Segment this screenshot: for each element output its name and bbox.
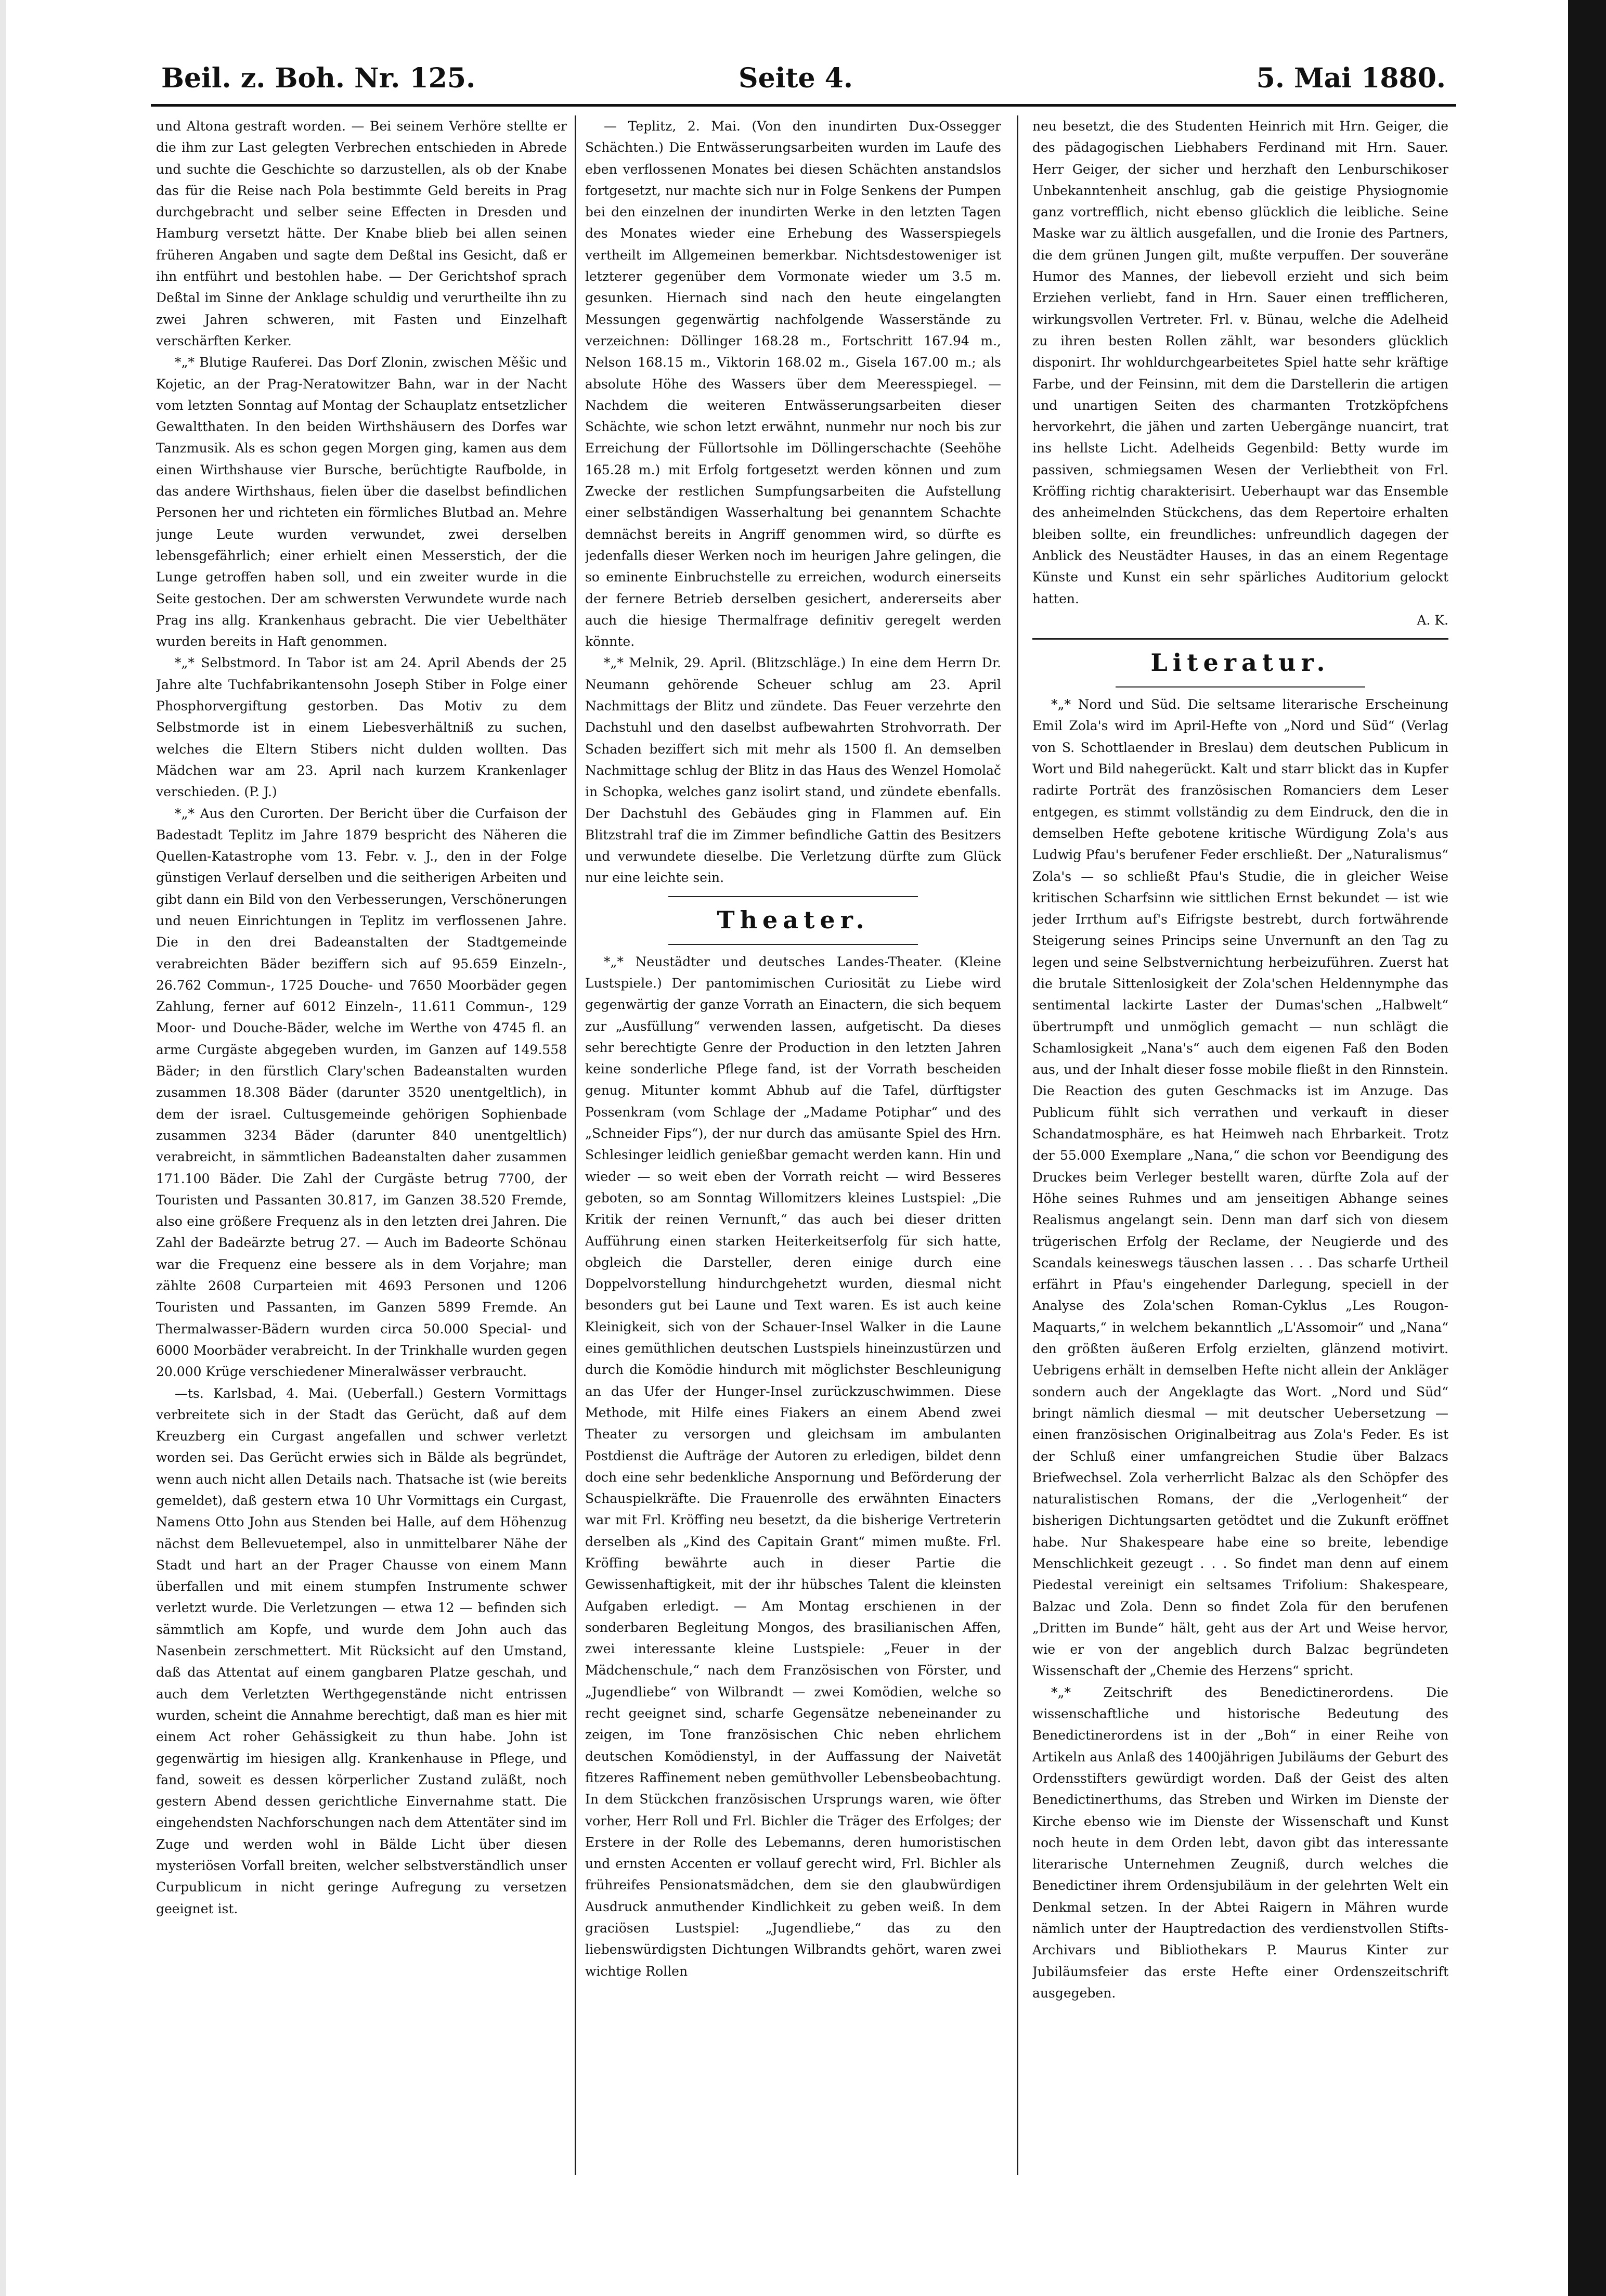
article-teplitz: — Teplitz, 2. Mai. (Von den inundirten Dux-Ossegger Schächten.) Die Entwässerungsarbeiten wurden im Laufe des eben verflossenen Monates bei diesen Schächten anstandslos fortgesetzt, nur machte sich nur in Folge Senkens der Pumpen bei den einzelnen der inundirten Werke in den letzten Tagen des Monates wieder eine Erhebung des Wasserspiegels vertheilt im Allgemeinen bemerkbar. Nichtsdestoweniger ist letzterer gegenüber dem Vormonate wieder um 3.5 m. gesunken. Hiernach sind nach den heute eingelangten Messungen gegenwärtig nachfolgende Wasserstände zu verzeichnen: Döllinger 168.28 m., Fortschritt 167.94 m., Nelson 168.15 m., Viktorin 168.02 m., Gisela 167.00 m.; als absolute Höhe des Wassers über dem Meeresspiegel. — Nachdem die weiteren Entwässerungsarbeiten dieser Schächte, wie schon letzt erwähnt, nunmehr nur noch bis zur Erreichung der Füllortsohle im Döllingerschachte (Seehöhe 165.28 m.) mit Erfolg fortgesetzt werden können und zum Zwecke der restlichen Sumpfungsarbeiten die Aufstellung einer selbständigen Wasserhaltung bei genanntem Schachte demnächst bereits in Angriff genommen wird, so dürfte es jedenfalls dieser Werken noch im heurigen Jahre gelingen, die so eminente Einbruchstelle zu erreichen, wodurch einerseits der fernere Betrieb derselben gesichert, andererseits aber auch die hiesige Thermalfrage definitiv geregelt werden könnte. <box>585 119 1001 650</box>
article-nord-und-sued: *„* Nord und Süd. Die seltsame literarische Erscheinung Emil Zola's wird im April-Hefte von „Nord und Süd“ (Verlag von S. Schottlaender in Breslau) dem deutschen Publicum in Wort und Bild nahegerückt. Kalt und starr blickt das in Kupfer radirte Porträt des französischen Romanciers dem Leser entgegen, es stimmt vollständig zu dem Eindruck, den die in demselben Hefte gebotene kritische Würdigung Zola's aus Ludwig Pfau's berufener Feder erschließt. Der „Naturalismus“ Zola's — so schließt Pfau's Studie, die in gleicher Weise kritischen Scharfsinn wie sittlichen Ernst bekundet — ist wie jeder Irrthum auf's Eifrigste bestrebt, durch fortwährende Steigerung seines Princips seine Unvernunft an den Tag zu legen und seine Selbstvernichtung herbeizuführen. Zuerst hat die brutale Sittenlosigkeit der Zola'schen Heldennymphe das sentimental lackirte Laster der Dumas'schen „Halbwelt“ übertrumpft und unmöglich gemacht — nun schlägt die Schamlosigkeit „Nana's“ auch dem eigenen Faß den Boden aus, und der Inhalt dieser fosse mobile fließt in den Rinnstein. Die Reaction des guten Geschmacks ist im Anzuge. Das Publicum fühlt sich verrathen und verkauft in dieser Schandatmosphäre, es hat Heimweh nach Ehrbarkeit. Trotz der 55.000 Exemplare „Nana,“ die schon vor Beendigung des Druckes beim Verleger bestellt waren, dürfte Zola auf der Höhe seines Ruhmes und am jenseitigen Abhange seines Realismus angelangt sein. Denn man darf sich von diesem trügerischen Erfolg der Reclame, der Neugierde und des Scandals keineswegs täuschen lassen . . . Das scharfe Urtheil erfährt in Pfau's eingehender Darlegung, speciell in der Analyse des Zola'schen Roman-Cyklus „Les Rougon-Maquarts,“ in welchem bekanntlich „L'Assomoir“ und „Nana“ den größten äußeren Erfolg erzielten, glänzend motivirt. Uebrigens erhält in demselben Hefte nicht allein der Ankläger sondern auch der Angeklagte das Wort. „Nord und Süd“ bringt nämlich diesmal — mit deutscher Uebersetzung — einen französischen Originalbeitrag aus Zola's Feder. Es ist der Schluß einer umfangreichen Studie über Balzacs Briefwechsel. Zola verherrlicht Balzac als den Schöpfer des naturalistischen Romans, der die „Verlogenheit“ der bisherigen Dichtungsarten getödtet und die Zukunft eröffnet habe. Nur Shakespeare habe eine so breite, lebendige Menschlichkeit gezeugt . . . So findet man denn auf einem Piedestal vereinigt ein seltsames Trifolium: Shakespeare, Balzac und Zola. Denn so findet Zola für den berufenen „Dritten im Bunde“ hält, geht aus der Art und Weise hervor, wie er von der angeblich durch Balzac begründeten Wissenschaft der „Chemie des Herzens“ spricht. <box>1032 697 1448 1679</box>
header-issue: Beil. z. Boh. Nr. 125. <box>161 62 476 94</box>
scan-left-margin <box>0 0 6 2296</box>
article-melnik: *„* Melnik, 29. April. (Blitzschläge.) In eine dem Herrn Dr. Neumann gehörende Scheuer schlug am 23. April Nachmittags der Blitz und zündete. Das Feuer verzehrte den Dachstuhl und den daselbst aufbewahrten Strohvorrath. Der Schaden beziffert sich mit mehr als 1500 fl. An demselben Nachmittage schlug der Blitz in das Haus des Wenzel Homolač in Schopka, welches ganz isolirt stand, und zündete ebenfalls. Der Dachstuhl des Gebäudes ging in Flammen auf. Ein Blitzstrahl traf die im Zimmer befindliche Gattin des Besitzers und verwundete dieselbe. Die Verletzung dürfte zum Glück nur eine leichte sein. <box>585 655 1001 886</box>
header-rule <box>151 104 1456 107</box>
section-rule <box>1032 638 1448 640</box>
column-middle <box>585 115 1001 2180</box>
column-divider <box>575 115 576 2175</box>
article-benedictinerorden: *„* Zeitschrift des Benedictinerordens. Die wissenschaftliche und historische Bedeutung des Benedictinerordens ist in der „Boh“ in einer Reihe von Artikeln aus Anlaß des 1400jährigen Jubiläums der Geburt des Ordensstifters gewürdigt worden. Daß der Geist des alten Benedictinerthums, das Streben und Wirken im Dienste der Kirche ebenso wie im Dienste der Wissenschaft und Kunst noch heute in dem Orden lebt, davon gibt das interessante literarische Unternehmen Zeugniß, durch welches die Benedictiner ihrem Ordensjubiläum in der gelehrten Welt ein Denkmal setzen. In der Abtei Raigern in Mähren wurde nämlich unter der Hauptredaction des verdienstvollen Stifts-Archivars und Bibliothekars P. Maurus Kinter zur Jubiläumsfeier das erste Hefte einer Ordenszeitschrift ausgegeben. <box>1032 1684 1448 2001</box>
article-curorten: *„* Aus den Curorten. Der Bericht über die Curfaison der Badestadt Teplitz im Jahre 1879 bespricht des Näheren die Quellen-Katastrophe vom 13. Febr. v. J., den in der Folge günstigen Verlauf derselben und die seitherigen Arbeiten und gibt dann ein Bild von den Verbesserungen, Verschönerungen und neuen Einrichtungen in Teplitz im verflossenen Jahre. Die in den drei Badeanstalten der Stadtgemeinde verabreichten Bäder beziffern sich auf 95.659 Einzeln-, 26.762 Commun-, 1725 Douche- und 7650 Moorbäder gegen Zahlung, ferner auf 6012 Einzeln-, 11.611 Commun-, 129 Moor- und Douche-Bäder, welche im Werthe von 4745 fl. an arme Curgäste abgegeben wurden, im Ganzen auf 149.558 Bäder; in den fürstlich Clary'schen Badeanstalten wurden zusammen 18.308 Bäder (darunter 3520 unentgeltlich), in dem der israel. Cultusgemeinde gehörigen Sophienbade zusammen 3234 Bäder (darunter 840 unentgeltlich) verabreicht, in sämmtlichen Badeanstalten daher zusammen 171.100 Bäder. Die Zahl der Curgäste betrug 7700, der Touristen und Passanten 30.817, im Ganzen 38.520 Fremde, also eine größere Frequenz als in den letzten drei Jahren. Die Zahl der Badeärzte betrug 27. — Auch im Badeorte Schönau war die Frequenz eine bessere als in dem Vorjahre; man zählte 2608 Curparteien mit 4693 Personen und 1206 Touristen und Passanten, im Ganzen 5899 Fremde. An Thermalwasser-Bädern wurden circa 50.000 Special- und 6000 Moorbäder verabreicht. In der Trinkhalle wurden gegen 20.000 Krüge verschiedener Mineralwässer verbraucht. <box>156 806 567 1380</box>
page-header <box>140 57 1451 104</box>
section-title-theater: Theater. <box>717 905 870 934</box>
section-rule <box>668 944 918 945</box>
header-date: 5. Mai 1880. <box>1256 62 1446 94</box>
article-selbstmord: *„* Selbstmord. In Tabor ist am 24. April Abends der 25 Jahre alte Tuchfabrikantensohn Joseph Stiber in Folge einer Phosphorvergiftung gestorben. Das Motiv zu dem Selbstmorde ist in einem Liebesverhältniß zu suchen, welches die Eltern Stibers nicht dulden wollten. Das Mädchen war am 23. April nach kurzem Krankenlager verschieden. (P. J.) <box>156 655 567 800</box>
article-landes-theater: *„* Neustädter und deutsches Landes-Theater. (Kleine Lustspiele.) Der pantomimischen Curiosität zu Liebe wird gegenwärtig der ganze Vorrath an Einactern, die sich bequem zur „Ausfüllung“ verwenden lassen, aufgetischt. Da dieses sehr berechtigte Genre der Production in den letzten Jahren keine sonderliche Pflege fand, ist der Vorrath bescheiden genug. Mitunter kommt Abhub auf die Tafel, dürftigster Possenkram (vom Schlage der „Madame Potiphar“ und des „Schneider Fips“), der nur durch das amüsante Spiel des Hrn. Schlesinger leidlich genießbar gemacht werden kann. Hin und wieder — so weit eben der Vorrath reicht — wird Besseres geboten, so am Sonntag Willomitzers kleines Lustspiel: „Die Kritik der reinen Vernunft,“ das auch bei dieser dritten Aufführung einen starken Heiterkeitserfolg für sich hatte, obgleich die Darsteller, deren einige durch eine Doppelvorstellung hindurchgehetzt wurden, diesmal nicht besonders gut bei Laune und Text waren. Es ist auch keine Kleinigkeit, sich von der Schauer-Insel Walker in die Laune eines gemüthlichen deutschen Lustspiels hineinzustürzen und durch die Komödie hindurch mit möglichster Beschleunigung an das Ufer der Hunger-Insel zurückzuschwimmen. Diese Methode, mit Hilfe eines Fiakers an einem Abend zwei Theater zu versorgen und gleichsam im ambulanten Postdienst die Aufträge der Autoren zu erledigen, bildet denn doch eine sehr bedenkliche Anspornung und Beförderung der Schauspielkräfte. Die Frauenrolle des erwähnten Einacters war mit Frl. Kröffing neu besetzt, da die bisherige Vertreterin derselben als „Kind des Capitain Grant“ mimen mußte. Frl. Kröffing bewährte auch in dieser Partie die Gewissenhaftigkeit, mit der ihr hübsches Talent die kleinsten Aufgaben erledigt. — Am Montag erschienen in der sonderbaren Begleitung Mongos, des brasilianischen Affen, zwei interessante kleine Lustspiele: „Feuer in der Mädchenschule,“ nach dem Französischen von Förster, und „Jugendliebe“ von Wilbrandt — zwei Komödien, welche so recht geeignet sind, scharfe Gegensätze nebeneinander zu zeigen, im Tone französischen Chic neben ehrlichem deutschen Komödienstyl, in der Auffassung der Naivetät fitzeres Raffinement neben gemüthvoller Lebensbeobachtung. In dem Stückchen französischen Ursprungs waren, wie öfter vorher, Herr Roll und Frl. Bichler die Träger des Erfolges; der Erstere in der Rolle des Lebemanns, deren humoristischen und ernsten Accenten er vollauf gerecht wird, Frl. Bichler als frühreifes Pensionatsmädchen, dem sie den glaubwürdigen Ausdruck anmuthender Kindlichkeit zu geben weiß. In dem graciösen Lustspiel: „Jugendliebe,“ das zu den liebenswürdigsten Dichtungen Wilbrandts gehört, waren zwei wichtige Rollen <box>585 954 1001 1979</box>
column-left <box>156 115 567 2180</box>
section-rule <box>1116 686 1365 687</box>
section-title-literatur: Literatur. <box>1150 648 1330 677</box>
author-signature: A. K. <box>1417 612 1448 628</box>
scan-dark-edge <box>1568 0 1606 2296</box>
header-page-number: Seite 4. <box>739 62 853 94</box>
article-theater-continued: neu besetzt, die des Studenten Heinrich mit Hrn. Geiger, die des pädagogischen Liebhabers Ferdinand mit Hrn. Sauer. Herr Geiger, der sicher und herzhaft den Lenburschikoser Unbekanntenheit anschlug, gab die geistige Physiognomie ganz vortrefflich, nicht ebenso glücklich die leibliche. Seine Maske war zu ältlich ausgefallen, und die Ironie des Partners, die dem grünen Jungen gilt, mußte verpuffen. Der souveräne Humor des Mannes, der liebevoll erzieht und sich beim Erziehen verliebt, fand in Hrn. Sauer einen trefflicheren, wirkungsvollen Vertreter. Frl. v. Bünau, welche die Adelheid zu ihren besten Rollen zählt, war besonders glücklich disponirt. Ihr wohldurchgearbeitetes Spiel hatte sehr kräftige Farbe, und der Feinsinn, mit dem die Darstellerin die artigen und unartigen Seiten des charmanten Trotzköpfchens hervorkehrt, die jähen und zarten Uebergänge nuancirt, trat ins hellste Licht. Adelheids Gegenbild: Betty wurde im passiven, schmiegsamen Wesen der Verliebtheit von Frl. Kröffing richtig charakterisirt. Ueberhaupt war das Ensemble des anheimelnden Stückchens, das dem Repertoire erhalten bleiben sollte, ein freundliches: unfreundlich dagegen der Anblick des Neustädter Hauses, in das an einem Regentage Künste und Kunst ein sehr spärliches Auditorium gelockt hatten. <box>1032 119 1448 606</box>
section-rule <box>668 896 918 897</box>
article-karlsbad: —ts. Karlsbad, 4. Mai. (Ueberfall.) Gestern Vormittags verbreitete sich in der Stadt das Gerücht, daß auf dem Kreuzberg ein Curgast angefallen und schwer verletzt worden sei. Das Gerücht erwies sich in Bälde als begründet, wenn auch nicht allen Details nach. Thatsache ist (wie bereits gemeldet), daß gestern etwa 10 Uhr Vormittags ein Curgast, Namens Otto John aus Stenden bei Halle, auf dem Höhenzug nächst dem Bellevuetempel, also in unmittelbarer Nähe der Stadt und hart an der Prager Chausse von einem Mann überfallen und mit einem stumpfen Instrumente schwer verletzt wurde. Die Verletzungen — etwa 12 — befinden sich sämmtlich am Kopfe, und wurde dem John auch das Nasenbein zerschmettert. Mit Rücksicht auf den Umstand, daß das Attentat auf einem gangbaren Platze geschah, und auch dem Verletzten Werthgegenstände nicht entrissen wurden, scheint die Annahme berechtigt, daß man es hier mit einem Act roher Gehässigkeit zu thun habe. John ist gegenwärtig im hiesigen allg. Krankenhause in Pflege, und fand, soweit es dessen körperlicher Zustand zuläßt, noch gestern Abend dessen gerichtliche Einvernahme statt. Die eingehendsten Nachforschungen nach dem Attentäter sind im Zuge und werden wohl in Bälde Licht über diesen mysteriösen Vorfall breiten, welcher selbstverständlich unser Curpublicum in nicht geringe Aufregung zu versetzen geeignet ist. <box>156 1385 567 1916</box>
column-divider <box>1017 115 1018 2175</box>
article-blutige-rauferei: *„* Blutige Rauferei. Das Dorf Zlonin, zwischen Měšic und Kojetic, an der Prag-Neratowitzer Bahn, war in der Nacht vom letzten Sonntag auf Montag der Schauplatz entsetzlicher Gewaltthaten. In den beiden Wirthshäusern des Dorfes war Tanzmusik. Als es schon gegen Morgen ging, kamen aus dem einen Wirthshause vier Bursche, berüchtigte Raufbolde, in das andere Wirthshaus, fielen über die daselbst befindlichen Personen her und richteten ein förmliches Blutbad an. Mehre junge Leute wurden verwundet, zwei derselben lebensgefährlich; einer erhielt einen Messerstich, der die Lunge getroffen haben soll, und ein zweiter wurde in die Seite gestochen. Der am schwersten Verwundete wurde nach Prag ins allg. Krankenhaus gebracht. Die vier Uebelthäter wurden bereits in Haft genommen. <box>156 355 567 650</box>
column-right <box>1032 115 1448 2180</box>
article-paragraph: und Altona gestraft worden. — Bei seinem Verhöre stellte er die ihm zur Last gelegten Verbrechen entschieden in Abrede und suchte die Geschichte so darzustellen, als ob der Knabe das für die Reise nach Pola bestimmte Geld bereits in Prag durchgebracht und selber seine Effecten in Dresden und Hamburg versetzt hätte. Der Knabe blieb bei allen seinen früheren Angaben und sagte dem Deßtal ins Gesicht, daß er ihn entführt und bestohlen habe. — Der Gerichtshof sprach Deßtal im Sinne der Anklage schuldig und verurtheilte ihn zu zwei Jahren schweren, mit Fasten und Einzelhaft verschärften Kerker. <box>156 119 567 348</box>
